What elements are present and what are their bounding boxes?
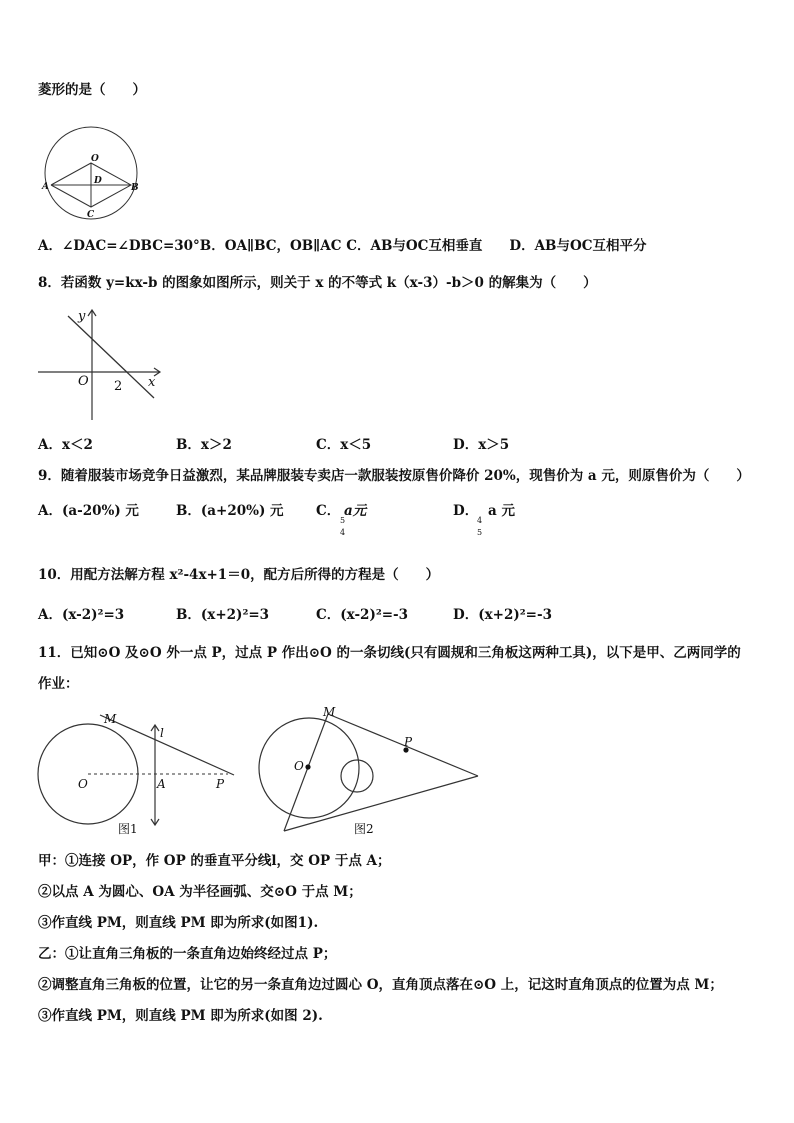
q7-label-O: O xyxy=(91,154,99,164)
q8-option-c: C．x＜5 xyxy=(316,437,372,453)
q11-figure-2 xyxy=(256,700,486,840)
q11-fig1-label-M: M xyxy=(104,712,117,726)
q8-label-y: y xyxy=(78,309,86,324)
q8-option-a: A．x＜2 xyxy=(38,437,93,453)
q11-fig1-label-P: P xyxy=(216,777,225,791)
q9-stem: 9．随着服装市场竞争日益激烈，某品牌服装专卖店一款服装按原售价降价 20%，现售价为 a 元，则原售价为（ ） xyxy=(38,468,750,484)
q9-option-d-frac-den: 5 xyxy=(477,528,483,537)
q10-option-c: C．(x-2)²=-3 xyxy=(316,607,409,623)
q11-stem-line2: 作业： xyxy=(38,676,79,692)
q9-option-c-frac-den: 4 xyxy=(340,528,346,537)
q9-option-d-prefix: D． xyxy=(453,503,479,519)
question-7-stem-tail: 菱形的是（ ） xyxy=(38,82,146,98)
q11-stem-line1: 11．已知⊙O 及⊙O 外一点 P，过点 P 作出⊙O 的一条切线(只有圆规和三角板这两种工具)，以下是甲、乙两同学的 xyxy=(38,645,741,661)
q9-option-c-main: a元 xyxy=(344,503,367,519)
q11-fig1-caption: 图1 xyxy=(118,822,138,836)
q11-fig2-label-P: P xyxy=(404,735,413,749)
q11-fig1-label-l: l xyxy=(160,726,164,740)
q11-fig2-label-O: O xyxy=(294,759,304,773)
q7-options: A．∠DAC=∠DBC=30°B．OA∥BC，OB∥AC C．AB与OC互相垂直 D．AB与OC互相平分 xyxy=(38,238,647,254)
q11-fig1-label-A: A xyxy=(157,777,166,791)
q7-figure xyxy=(40,125,150,220)
q10-option-b: B．(x+2)²=3 xyxy=(176,607,270,623)
q11-jia-step-2: ②以点 A 为圆心、OA 为半径画弧、交⊙O 于点 M； xyxy=(38,884,362,900)
q9-option-b: B．(a+20%) 元 xyxy=(176,503,284,519)
q7-label-A: A xyxy=(42,182,49,192)
q11-figure-1 xyxy=(38,705,248,840)
q8-label-origin: O xyxy=(78,374,89,389)
q8-graph xyxy=(38,306,168,424)
q7-label-B: B xyxy=(131,183,139,193)
q10-stem: 10．用配方法解方程 x²-4x+1＝0，配方后所得的方程是（ ） xyxy=(38,567,440,583)
q8-option-b: B．x＞2 xyxy=(176,437,232,453)
q11-jia-step-1: 甲：①连接 OP，作 OP 的垂直平分线l，交 OP 于点 A； xyxy=(38,853,391,869)
q11-fig1-label-O: O xyxy=(78,777,88,791)
q11-yi-step-3: ③作直线 PM，则直线 PM 即为所求(如图 2). xyxy=(38,1008,323,1024)
q9-option-d-frac-num: 4 xyxy=(477,516,483,525)
q7-label-C: C xyxy=(87,210,95,220)
q9-option-c-frac-num: 5 xyxy=(340,516,346,525)
q11-jia-step-3: ③作直线 PM，则直线 PM 即为所求(如图1). xyxy=(38,915,319,931)
q9-option-d-main: a 元 xyxy=(488,503,515,519)
q8-stem: 8．若函数 y=kx-b 的图象如图所示，则关于 x 的不等式 k（x-3）-b＞0 的解集为（ ） xyxy=(38,275,597,291)
q8-option-d: D．x＞5 xyxy=(453,437,510,453)
q9-option-a: A．(a-20%) 元 xyxy=(38,503,139,519)
q11-fig2-label-M: M xyxy=(323,705,336,719)
q8-label-x: x xyxy=(148,375,156,390)
q8-label-2: 2 xyxy=(114,379,123,394)
q11-fig2-caption: 图2 xyxy=(354,822,374,836)
q11-yi-step-1: 乙：①让直角三角板的一条直角边始终经过点 P； xyxy=(38,946,337,962)
q10-option-d: D．(x+2)²=-3 xyxy=(453,607,552,623)
q7-label-D: D xyxy=(94,176,102,186)
q11-yi-step-2: ②调整直角三角板的位置，让它的另一条直角边过圆心 O，直角顶点落在⊙O 上，记这时直角顶点的位置为点 M； xyxy=(38,977,723,993)
q10-option-a: A．(x-2)²=3 xyxy=(38,607,125,623)
q9-option-c-prefix: C． xyxy=(316,503,341,519)
